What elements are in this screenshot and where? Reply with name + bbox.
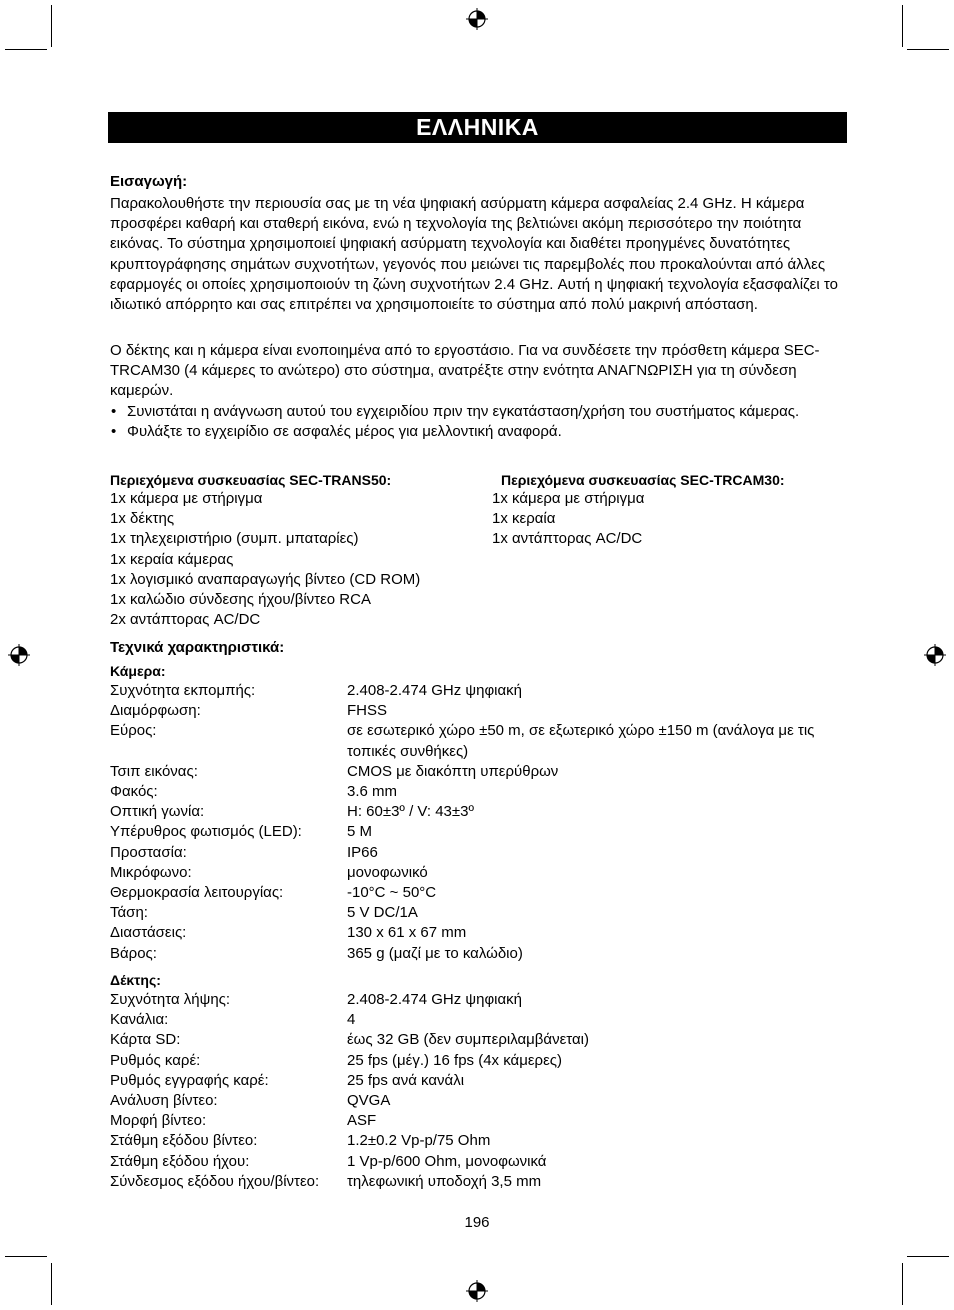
registration-mark-icon — [924, 644, 946, 666]
list-item: 1x κεραία — [492, 510, 556, 528]
table-row: Στάθμη εξόδου βίντεο: 1.2±0.2 Vp-p/75 Ohm — [110, 1132, 491, 1150]
crop-mark — [907, 1256, 949, 1257]
list-item: 2x αντάπτορας AC/DC — [110, 611, 261, 629]
table-row: Σύνδεσμος εξόδου ήχου/βίντεο: τηλεφωνική υποδοχή 3,5 mm — [110, 1172, 542, 1190]
table-row: Εύρος: σε εσωτερικό χώρο ±50 m, σε εξωτερικό χώρο ±150 m (ανάλογα με τις τοπικές συνθήκες) — [110, 722, 815, 760]
list-item: 1x καλώδιο σύνδεσης ήχου/βίντεο RCA — [110, 591, 371, 609]
table-row: Ρυθμός καρέ: 25 fps (μέγ.) 16 fps (4x κάμερες) — [110, 1051, 562, 1069]
table-row: Διαμόρφωση: FHSS — [110, 702, 388, 720]
crop-mark — [907, 49, 949, 50]
bullet-item: • Φυλάξτε το εγχειρίδιο σε ασφαλές μέρος για μελλοντική αναφορά. — [110, 422, 850, 442]
package-left-heading: Περιεχόμενα συσκευασίας SEC-TRANS50: — [110, 472, 392, 488]
camera-spec-table — [110, 681, 842, 964]
table-row: Συχνότητα εκπομπής: 2.408-2.474 GHz ψηφιακή — [110, 682, 523, 699]
list-item: 1x λογισμικό αναπαραγωγής βίντεο (CD ROM) — [110, 570, 421, 588]
table-row: Διαστάσεις: 130 x 61 x 67 mm — [110, 924, 467, 942]
list-item: 1x δέκτης — [110, 510, 175, 528]
table-row: Θερμοκρασία λειτουργίας: -10°C ~ 50°C — [110, 884, 437, 902]
bullet-item: • Συνιστάται η ανάγνωση αυτού του εγχειριδίου πριν την εγκατάσταση/χρήση του συστήματος κάμερας. — [110, 402, 850, 422]
intro-bullet-list — [110, 402, 850, 442]
receiver-spec-table — [110, 990, 842, 1192]
list-item: 1x κάμερα με στήριγμα — [492, 490, 645, 507]
table-row: Οπτική γωνία: H: 60±3º / V: 43±3º — [110, 803, 474, 821]
language-banner: ΕΛΛΗΝΙΚΑ — [108, 112, 847, 143]
registration-mark-icon — [466, 1280, 488, 1302]
registration-mark-icon — [466, 8, 488, 30]
table-row: Ανάλυση βίντεο: QVGA — [110, 1092, 391, 1110]
table-row: Στάθμη εξόδου ήχου: 1 Vp-p/600 Ohm, μονοφωνικά — [110, 1152, 547, 1170]
list-item: 1x κεραία κάμερας — [110, 550, 234, 568]
table-row: Κάρτα SD: έως 32 GB (δεν συμπεριλαμβάνεται) — [110, 1031, 589, 1049]
intro-heading: Εισαγωγή: — [110, 173, 188, 190]
table-row: Μορφή βίντεο: ASF — [110, 1112, 377, 1130]
receiver-heading: Δέκτης: — [110, 972, 161, 988]
table-row: Προστασία: IP66 — [110, 843, 378, 861]
list-item: 1x αντάπτορας AC/DC — [492, 530, 643, 548]
table-row: Κανάλια: 4 — [110, 1011, 356, 1029]
table-row: Τσιπ εικόνας: CMOS με διακόπτη υπερύθρων — [110, 762, 559, 780]
table-row: Συχνότητα λήψης: 2.408-2.474 GHz ψηφιακή — [110, 991, 523, 1008]
table-row: Βάρος: 365 g (μαζί με το καλώδιο) — [110, 944, 523, 962]
table-row: Μικρόφωνο: μονοφωνικό — [110, 863, 428, 881]
page-number: 196 — [464, 1214, 490, 1231]
package-right-list — [492, 489, 644, 550]
package-right-heading: Περιεχόμενα συσκευασίας SEC-TRCAM30: — [501, 472, 785, 488]
list-item: 1x κάμερα με στήριγμα — [110, 490, 263, 507]
camera-heading: Κάμερα: — [110, 663, 166, 679]
specs-heading: Τεχνικά χαρακτηριστικά: — [110, 639, 285, 656]
table-row: Υπέρυθρος φωτισμός (LED): 5 M — [110, 823, 373, 841]
crop-mark — [51, 1263, 52, 1305]
table-row: Ρυθμός εγγραφής καρέ: 25 fps ανά κανάλι — [110, 1071, 465, 1089]
intro-paragraph-1: Παρακολουθήστε την περιουσία σας με τη νέα ψηφιακή ασύρματη κάμερα ασφαλείας 2.4 GHz. Η κάμερα προσφέρει καθαρή και σταθερή εικόνα, ενώ η τεχνολογία της βελτιώνει ακόμη περισσότερο την ποιότητα εικόνας. Το σύστημα χρησιμοποιεί ψηφιακή ασύρματη τεχνολογία και διαθέτει προηγμένες δυνατότητες κρυπτογράφησης σημάτων συχνοτήτων, γεγονός που μειώνει τις παρεμβολές που προκαλούνται από άλλες εφαρμογές οι οποίες χρησιμοποιούν τη ζώνη συχνοτήτων 2.4 GHz. Αυτή η ψηφιακή τεχνολογία εξασφαλίζει το ιδιωτικό απόρρητο και σας επιτρέπει να χρησιμοποιείτε το σύστημα από πολύ μακρινή απόσταση. — [110, 195, 838, 314]
crop-mark — [5, 49, 47, 50]
list-item: 1x τηλεχειριστήριο (συμπ. μπαταρίες) — [110, 530, 359, 548]
crop-mark — [5, 1256, 47, 1257]
package-left-list — [110, 489, 420, 630]
crop-mark — [902, 5, 903, 47]
table-row: Φακός: 3.6 mm — [110, 783, 398, 801]
table-row: Τάση: 5 V DC/1A — [110, 904, 418, 922]
crop-mark — [902, 1263, 903, 1305]
intro-paragraph-2: Ο δέκτης και η κάμερα είναι ενοποιημένα από το εργοστάσιο. Για να συνδέσετε την πρόσθετη κάμερα SEC-TRCAM30 (4 κάμερες το ανώτερο) στο σύστημα, ανατρέξτε στην ενότητα ΑΝΑΓΝΩΡΙΣΗ για τη σύνδεση καμερών. — [110, 342, 820, 400]
registration-mark-icon — [8, 644, 30, 666]
crop-mark — [51, 5, 52, 47]
